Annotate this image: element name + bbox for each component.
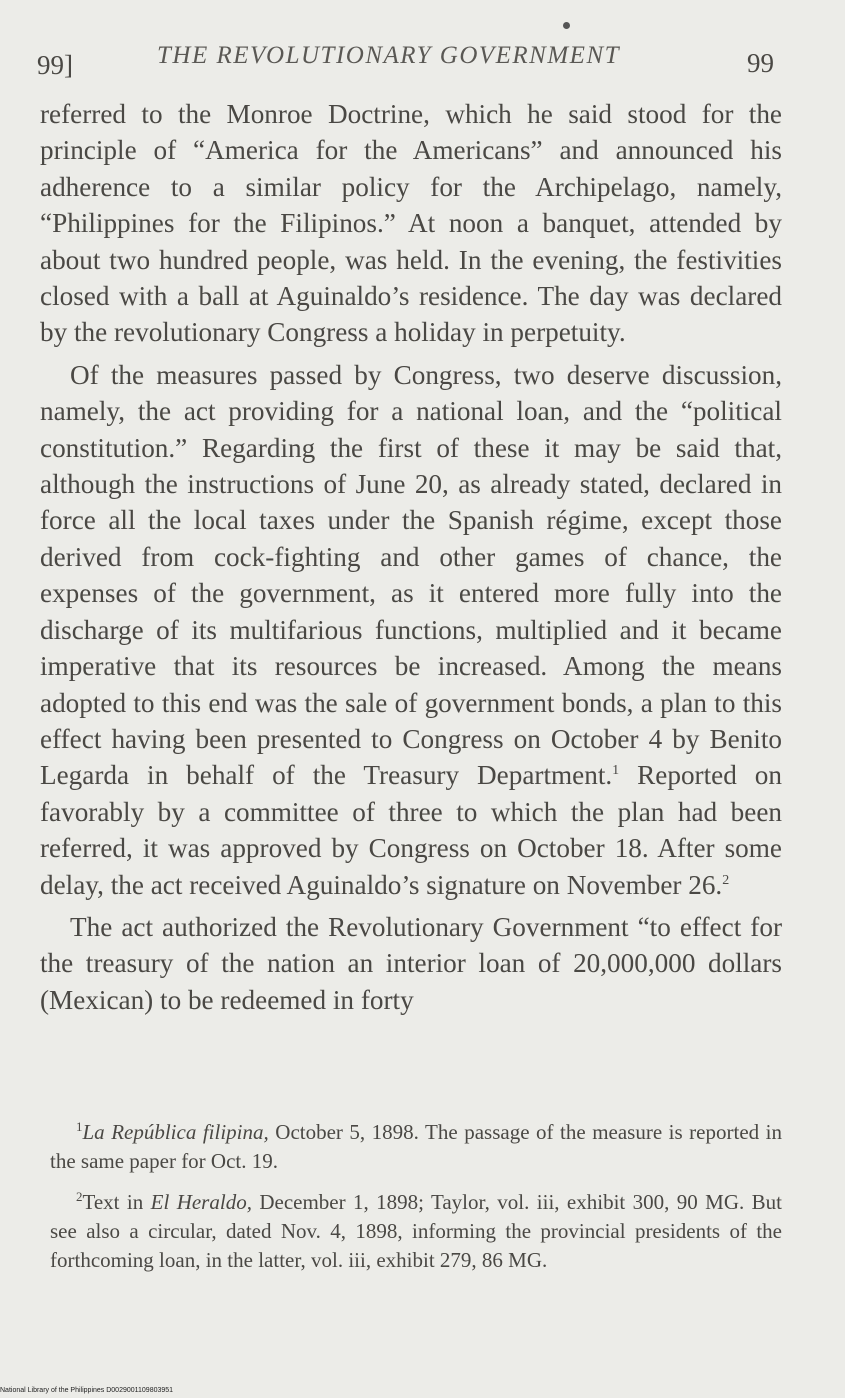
paragraph-3: The act authorized the Revolutionary Government “to effect for the treasury of the nation an interior loan of 20,000,000 dollars (Mexican) to be redeemed in forty bbox=[40, 911, 782, 1015]
left-page-number: 99] bbox=[37, 50, 73, 80]
paragraph-2-part-1: Of the measures passed by Congress, two deserve discussion, namely, the act providing for a national loan, and the “political constitution.” Regarding the first of these it may be said that, although the instructions of June 20, as already stated, declared in force all the local taxes under the Spanish régime, except those derived from cock-fighting and other games of chance, the expenses of the government, as it entered more fully into the discharge of its multifarious functions, multiplied and it became imperative that its resources be increased. Among the means adopted to this end was the sale of government bonds, a plan to this effect having been presented to Congress on October 4 by Benito Legarda in behalf of the Treasury Department. bbox=[40, 359, 782, 791]
footnote-2-source: El Heraldo, bbox=[150, 1190, 252, 1214]
running-title: THE REVOLUTIONARY GOVERNMENT bbox=[157, 42, 621, 69]
paragraph-2 bbox=[40, 357, 782, 903]
footnote-ref-1: 1 bbox=[612, 763, 620, 779]
footnote-1 bbox=[50, 1112, 782, 1176]
paragraph-2-part-2: Reported on favorably by a committee of three to which the plan had been referred, it was approved by Congress on October 18. After some delay, the act received Aguinaldo’s signature on November 26. bbox=[40, 760, 782, 900]
footnote-1-mark: 1 bbox=[76, 1119, 83, 1134]
running-header bbox=[37, 40, 782, 90]
scan-footer: National Library of the Philippines D0029001109803951 bbox=[0, 1387, 174, 1394]
footnote-2 bbox=[50, 1182, 782, 1275]
body-text bbox=[40, 96, 782, 1018]
right-page-number: 99 bbox=[747, 48, 774, 78]
footnote-2-mark: 2 bbox=[76, 1189, 83, 1204]
footnotes bbox=[50, 1112, 782, 1281]
footnote-ref-2: 2 bbox=[722, 872, 730, 888]
paragraph-1: referred to the Monroe Doctrine, which he said stood for the principle of “America for the Americans” and announced his adherence to a similar policy for the Archipelago, namely, “Philippines for the Filipinos.” At noon a banquet, attended by about two hundred people, was held. In the evening, the festivities closed with a ball at Aguinaldo’s residence. The day was declared by the revolutionary Congress a holiday in perpetuity. bbox=[40, 99, 782, 348]
footnote-2-prefix: Text in bbox=[82, 1190, 151, 1214]
footnote-1-text: October 5, 1898. The passage of the measure is reported in the same paper for Oct. 19. bbox=[50, 1120, 782, 1173]
footnote-2-text: December 1, 1898; Taylor, vol. iii, exhibit 300, 90 MG. But see also a circular, dated Nov. 4, 1898, informing the provincial presidents of the forthcoming loan, in the latter, vol. iii, exhibit 279, 86 MG. bbox=[50, 1190, 783, 1272]
scan-speck bbox=[563, 22, 570, 29]
footnote-1-source: La República filipina, bbox=[82, 1120, 269, 1144]
